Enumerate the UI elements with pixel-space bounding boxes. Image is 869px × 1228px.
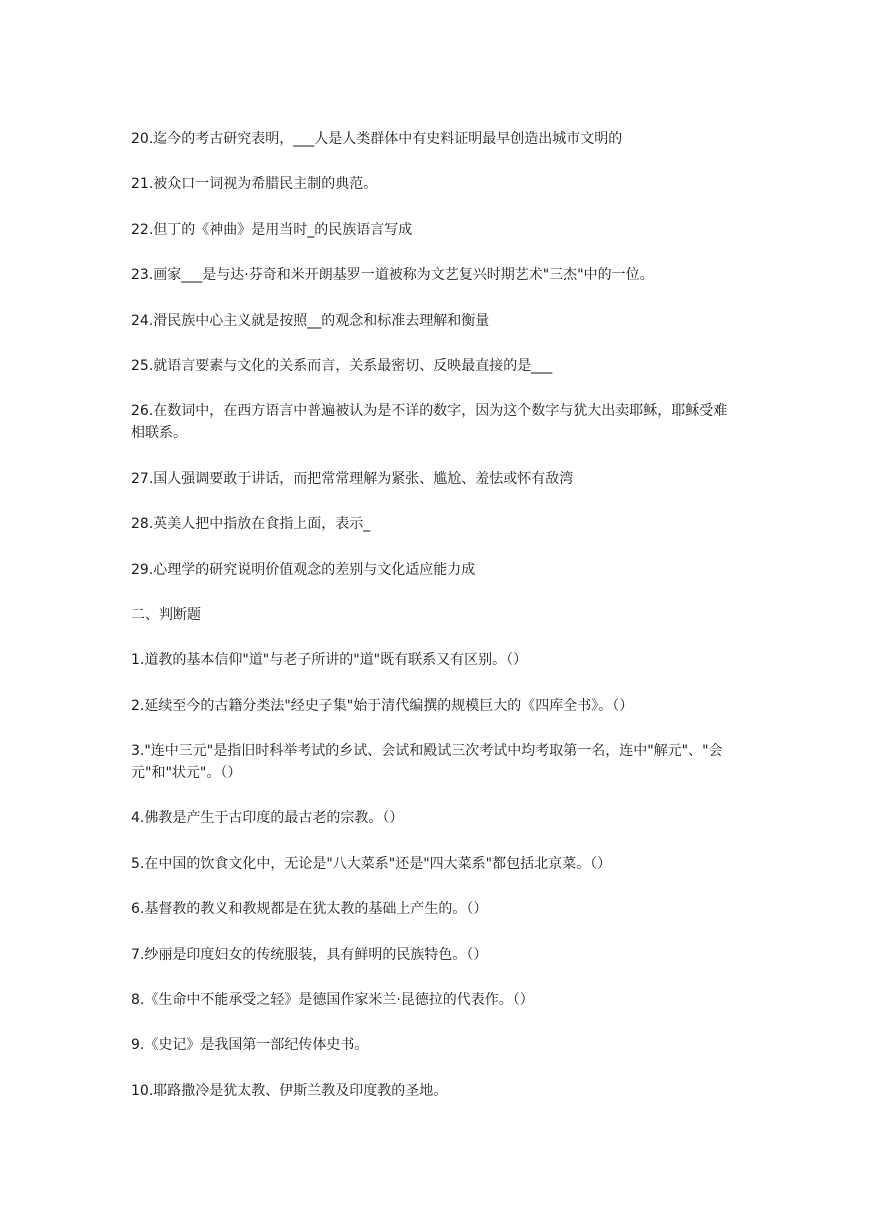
question-28: 28.英美人把中指放在食指上面，表示_: [131, 516, 371, 533]
question-21: 21.被众口一词视为希腊民主制的典范。: [131, 176, 378, 193]
document-body: [131, 128, 741, 1125]
tf-question-2: 2.延续至今的古籍分类法"经史子集"始于清代编撰的规模巨大的《四库全书》。（）: [131, 697, 634, 714]
question-27: 27.国人强调要敢于讲话，而把常常理解为紧张、尴尬、羞怯或怀有敌湾: [131, 470, 574, 487]
section-title-true-false: 二、判断题: [131, 606, 201, 623]
tf-question-6: 6.基督教的教义和教规都是在犹太教的基础上产生的。（）: [131, 901, 488, 918]
question-22: 22.但丁的《神曲》是用当时_的民族语言写成: [131, 221, 413, 238]
tf-question-10: 10.耶路撒冷是犹太教、伊斯兰教及印度教的圣地。: [131, 1082, 448, 1099]
question-25: 25.就语言要素与文化的关系而言，关系最密切、反映最直接的是___: [131, 357, 553, 374]
question-26: 26.在数词中，在西方语言中普遍被认为是不详的数字，因为这个数字与犹大出卖耶稣，耶稣受难相联系。: [131, 403, 728, 442]
tf-question-1: 1.道教的基本信仰"道"与老子所讲的"道"既有联系又有区别。（）: [131, 652, 528, 669]
tf-question-8: 8.《生命中不能承受之轻》是德国作家米兰·昆德拉的代表作。（）: [131, 992, 534, 1009]
question-24: 24.滑民族中心主义就是按照__的观念和标准去理解和衡量: [131, 312, 490, 329]
question-20: 20.迄今的考古研究表明，___人是人类群体中有史料证明最早创造出城市文明的: [131, 131, 623, 147]
question-29: 29.心理学的研究说明价值观念的差别与文化适应能力成: [131, 561, 476, 578]
tf-question-5: 5.在中国的饮食文化中，无论是"八大菜系"还是"四大菜系"都包括北京菜。（）: [131, 855, 612, 872]
tf-question-4: 4.佛教是产生于古印度的最古老的宗教。（）: [131, 810, 404, 827]
tf-question-7: 7.纱丽是印度妇女的传统服装，具有鲜明的民族特色。（）: [131, 946, 488, 963]
question-23: 23.画家___是与达·芬奇和米开朗基罗一道被称为文艺复兴时期艺术"三杰"中的一位。: [131, 267, 654, 284]
tf-question-9: 9.《史记》是我国第一部纪传体史书。: [131, 1037, 369, 1054]
tf-question-3: 3."连中三元"是指旧时科举考试的乡试、会试和殿试三次考试中均考取第一名，连中"解元"、"会元"和"状元"。（）: [131, 743, 723, 782]
